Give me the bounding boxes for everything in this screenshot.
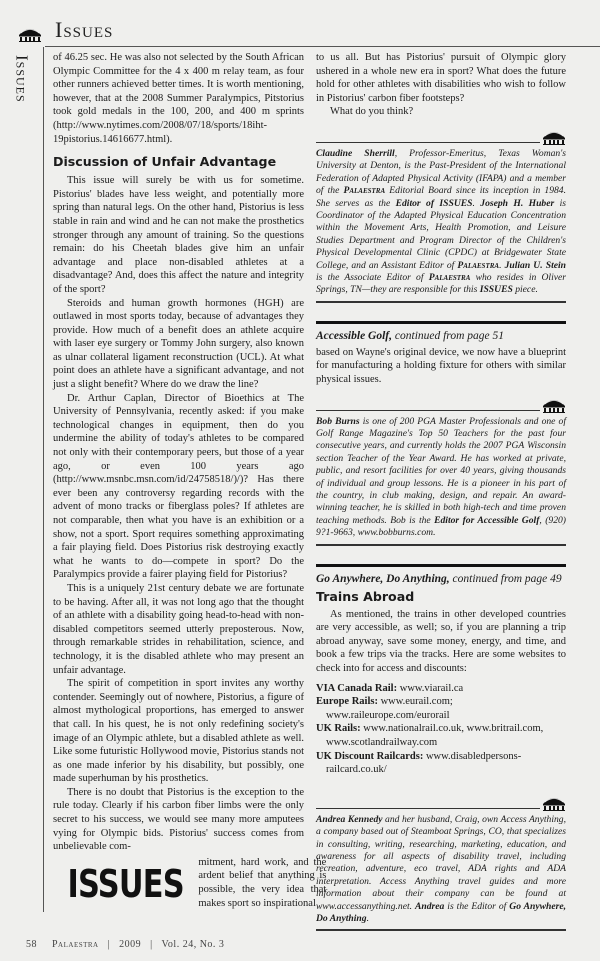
footer-separator: |	[107, 939, 111, 951]
bio-bottom-rule	[316, 301, 566, 303]
palaestra-dome-icon	[542, 129, 566, 145]
page-body	[0, 47, 600, 931]
travel-heading: Trains Abroad	[316, 588, 415, 604]
conclusion-block	[316, 51, 566, 119]
right-column	[316, 47, 566, 931]
magazine-name: Palaestra	[52, 939, 99, 951]
body-paragraph: Dr. Arthur Caplan, Director of Bioethics at The University of Pennsylvania, recently asked: if you make technological changes in equipment, then do you undermine the ability of today's athletes to be compared not only with their contemporary peers, but those of a year ago, or even 100 years ago (http://www.msnbc.msn.com/id/24758518/)/)? Has there ever been any controversy regarding records with the advent of mono tracks or fiberglass poles? If athletes are not comparable, then what you have is an exhibition or a show, not a sport. Sport requires something approximating a fair playing field. Does Pistorius risk destroying exactly what he wants to do—compete in sport? Do the Paralympics provide a fairer playing field for Pistorius?	[53, 392, 304, 581]
body-paragraph: The spirit of competition in sport invites any worthy contender. Seemingly out of nowhere, Pistorius, a figure of almost mythological proportions, has emerged to answer that call. In his quest, he is not only redefining society's image of an Olympic athlete, but a disabled athlete as well. Like some futuristic Hollywood movie, Pistorius stands not as one made inferior by his disability, but possibly, one made superhuman by his prosthetics.	[53, 678, 304, 785]
rail-entry: VIA Canada Rail: www.viarail.ca	[316, 682, 464, 694]
author-bio-travel: Andrea Kennedy and her husband, Craig, own Access Anything, a company based out of Steamboat Springs, CO, that specializes in consulting, writing, researching, marketing, education, and awareness for all aspects of disability travel, including recreation, adventure, eco travel, ADA rights and ADA interpretation. Access Anything travel guides and more information about their company can be found at www.accessanything.net. Andrea is the Editor of Go Anywhere, Do Anything.	[316, 813, 566, 925]
page-number: 58	[26, 939, 37, 951]
question-paragraph: What do you think?	[330, 106, 414, 118]
bio-divider	[316, 397, 566, 413]
travel-continued-label: Go Anywhere, Do Anything, continued from page 49	[316, 572, 562, 585]
body-paragraph: This issue will surely be with us for sometime. Pistorius' blades have less weight, and potentially more spring than natural legs. On the other hand, Pistorius is less stable in rain and wind and he can not make the prosthetics stronger through any amount of training. So the questions remain: do his Cheetah blades give him an unfair advantage and place non-disabled athletes at a disadvantage? And, does this affect the nature and integrity of the sport?	[53, 175, 304, 295]
side-section-label: Issues	[12, 55, 32, 103]
issues-logo: ISSUES	[67, 861, 184, 906]
palaestra-dome-icon	[542, 795, 566, 811]
rail-entry: UK Discount Railcards: www.disabledpersons-railcard.co.uk/	[316, 750, 522, 776]
left-column	[43, 47, 327, 912]
issues-logo-box	[53, 856, 198, 912]
side-gutter	[0, 47, 43, 103]
bio-divider	[316, 795, 566, 811]
palaestra-dome-icon	[542, 397, 566, 413]
body-paragraph: This is a uniquely 21st century debate we are fortunate to be having. After all, it was not long ago that the thought of an athlete with a disability going head-to-head with non-disabled competitors seemed utterly preposterous. Now, through remarkable strides in rehabilitation, science, and technology, it is the disabled athlete who may present an unfair advantage.	[53, 582, 304, 676]
palaestra-dome-icon	[18, 26, 42, 42]
intro-paragraph: of 46.25 sec. He was also not selected by the South African Olympic Committee for the 4 x 400 m relay team, as four other runners achieved better times. It is worth mentioning, however, that at the 2008 Summer Paralympics, Pitstorius took gold medals in the 100, 200, and 400 m sprints (http://www.nytimes.com/2008/07/18/sports/18iht-19pistorius.14616677.html).	[53, 52, 304, 145]
travel-paragraph: As mentioned, the trains in other developed countries are very accessible, as well; so, if you are planning a trip abroad anyway, save some money, energy, and time, and book a few trips via the tracks. Here are some websites to check into for access and discounts:	[316, 608, 566, 675]
golf-continued-label: Accessible Golf, continued from page 51	[316, 329, 505, 342]
rail-entry: UK Rails: www.nationalrail.co.uk, www.britrail.com, www.scotlandrailway.com	[316, 723, 544, 749]
paragraph-tail: mitment, hard work, and the ardent belief that anything is possible, the very idea that makes sport so inspirational	[198, 856, 327, 909]
continuation-rule	[316, 321, 566, 324]
page-header	[0, 0, 600, 46]
footer-separator: |	[150, 939, 153, 951]
golf-paragraph: based on Wayne's original device, we now have a blueprint for manufacturing a holding fixture for others with similar physical issues.	[316, 346, 566, 386]
body-paragraph: There is no doubt that Pistorius is the exception to the rule today. Clearly if his carbon fiber limbs were the only secret to his success, we would see many more amputees vying for Olympic bids. Pistorius' success comes from unbelievable com-	[53, 786, 304, 853]
bio-divider	[316, 129, 566, 145]
issue-volume: Vol. 24, No. 3	[161, 939, 225, 951]
continuation-rule	[316, 564, 566, 567]
body-paragraph: Steroids and human growth hormones (HGH) are outlawed in most sports today, because of advantages they provide. How much of a benefit does an athlete acquire with laser eye surgery or Tommy John surgery, also known as ulnar collateral ligament reconstruction (UCL). At what point does an athlete have a significant advantage, and not just a slight benefit? Where do we draw the line?	[53, 297, 304, 391]
author-bio-golf: Bob Burns is one of 200 PGA Master Professionals and one of Golf Range Magazine's Top 50 Teachers for the past four consecutive years, and currently holds the 2007 PGA Wisconsin section Teacher of the Year Award. He has worked at private, public, and resort facilities for over 40 years, giving thousands of individual and group lessons. He is a pioneer in his part of the country, in club making, design, and repair. An award-winning teacher, he is skilled in both high-tech and time proven teaching methods. Bob is the Editor for Accessible Golf, (920) 9?1-9663, www.bobburns.com.	[316, 415, 567, 539]
rail-entry: Europe Rails: www.eurail.com; www.raileurope.com/eurorail	[316, 696, 453, 721]
page-footer	[0, 931, 600, 961]
section-heading: Discussion of Unfair Advantage	[53, 154, 277, 170]
section-title: Issues	[55, 17, 114, 42]
bio-bottom-rule	[316, 544, 566, 546]
issue-year: 2009	[119, 939, 142, 951]
logo-and-tail	[53, 856, 327, 912]
bio-bottom-rule	[316, 929, 566, 931]
author-bio-issues: Claudine Sherrill, Professor-Emeritus, Texas Woman's University at Denton, is the Past-President of the International Federation of Adapted Physical Activity (IFAPA) and a member of the Palaestra Editorial Board since its inception in 1984. She serves as the Editor of ISSUES. Joseph H. Huber is Coordinator of the Adapted Physical Education Concentration within the Movement Arts, Health Promotion, and Leisure Studies Department and Program Director of the Children's Physical Developmental Clinic (CPDC) at Bridgewater State College, and an Assistant Editor of Palaestra. Julian U. Stein is the Associate Editor of Palaestra who resides in Oliver Springs, TN—they are responsible for this ISSUES piece.	[316, 147, 567, 296]
travel-block	[316, 589, 566, 777]
conclusion-paragraph: to us all. But has Pistorius' pursuit of Olympic glory ushered in a whole new era in sport? What does the future hold for other athletes with disabilities who wish to follow in Pistorius' carbon fiber footsteps?	[316, 52, 566, 104]
